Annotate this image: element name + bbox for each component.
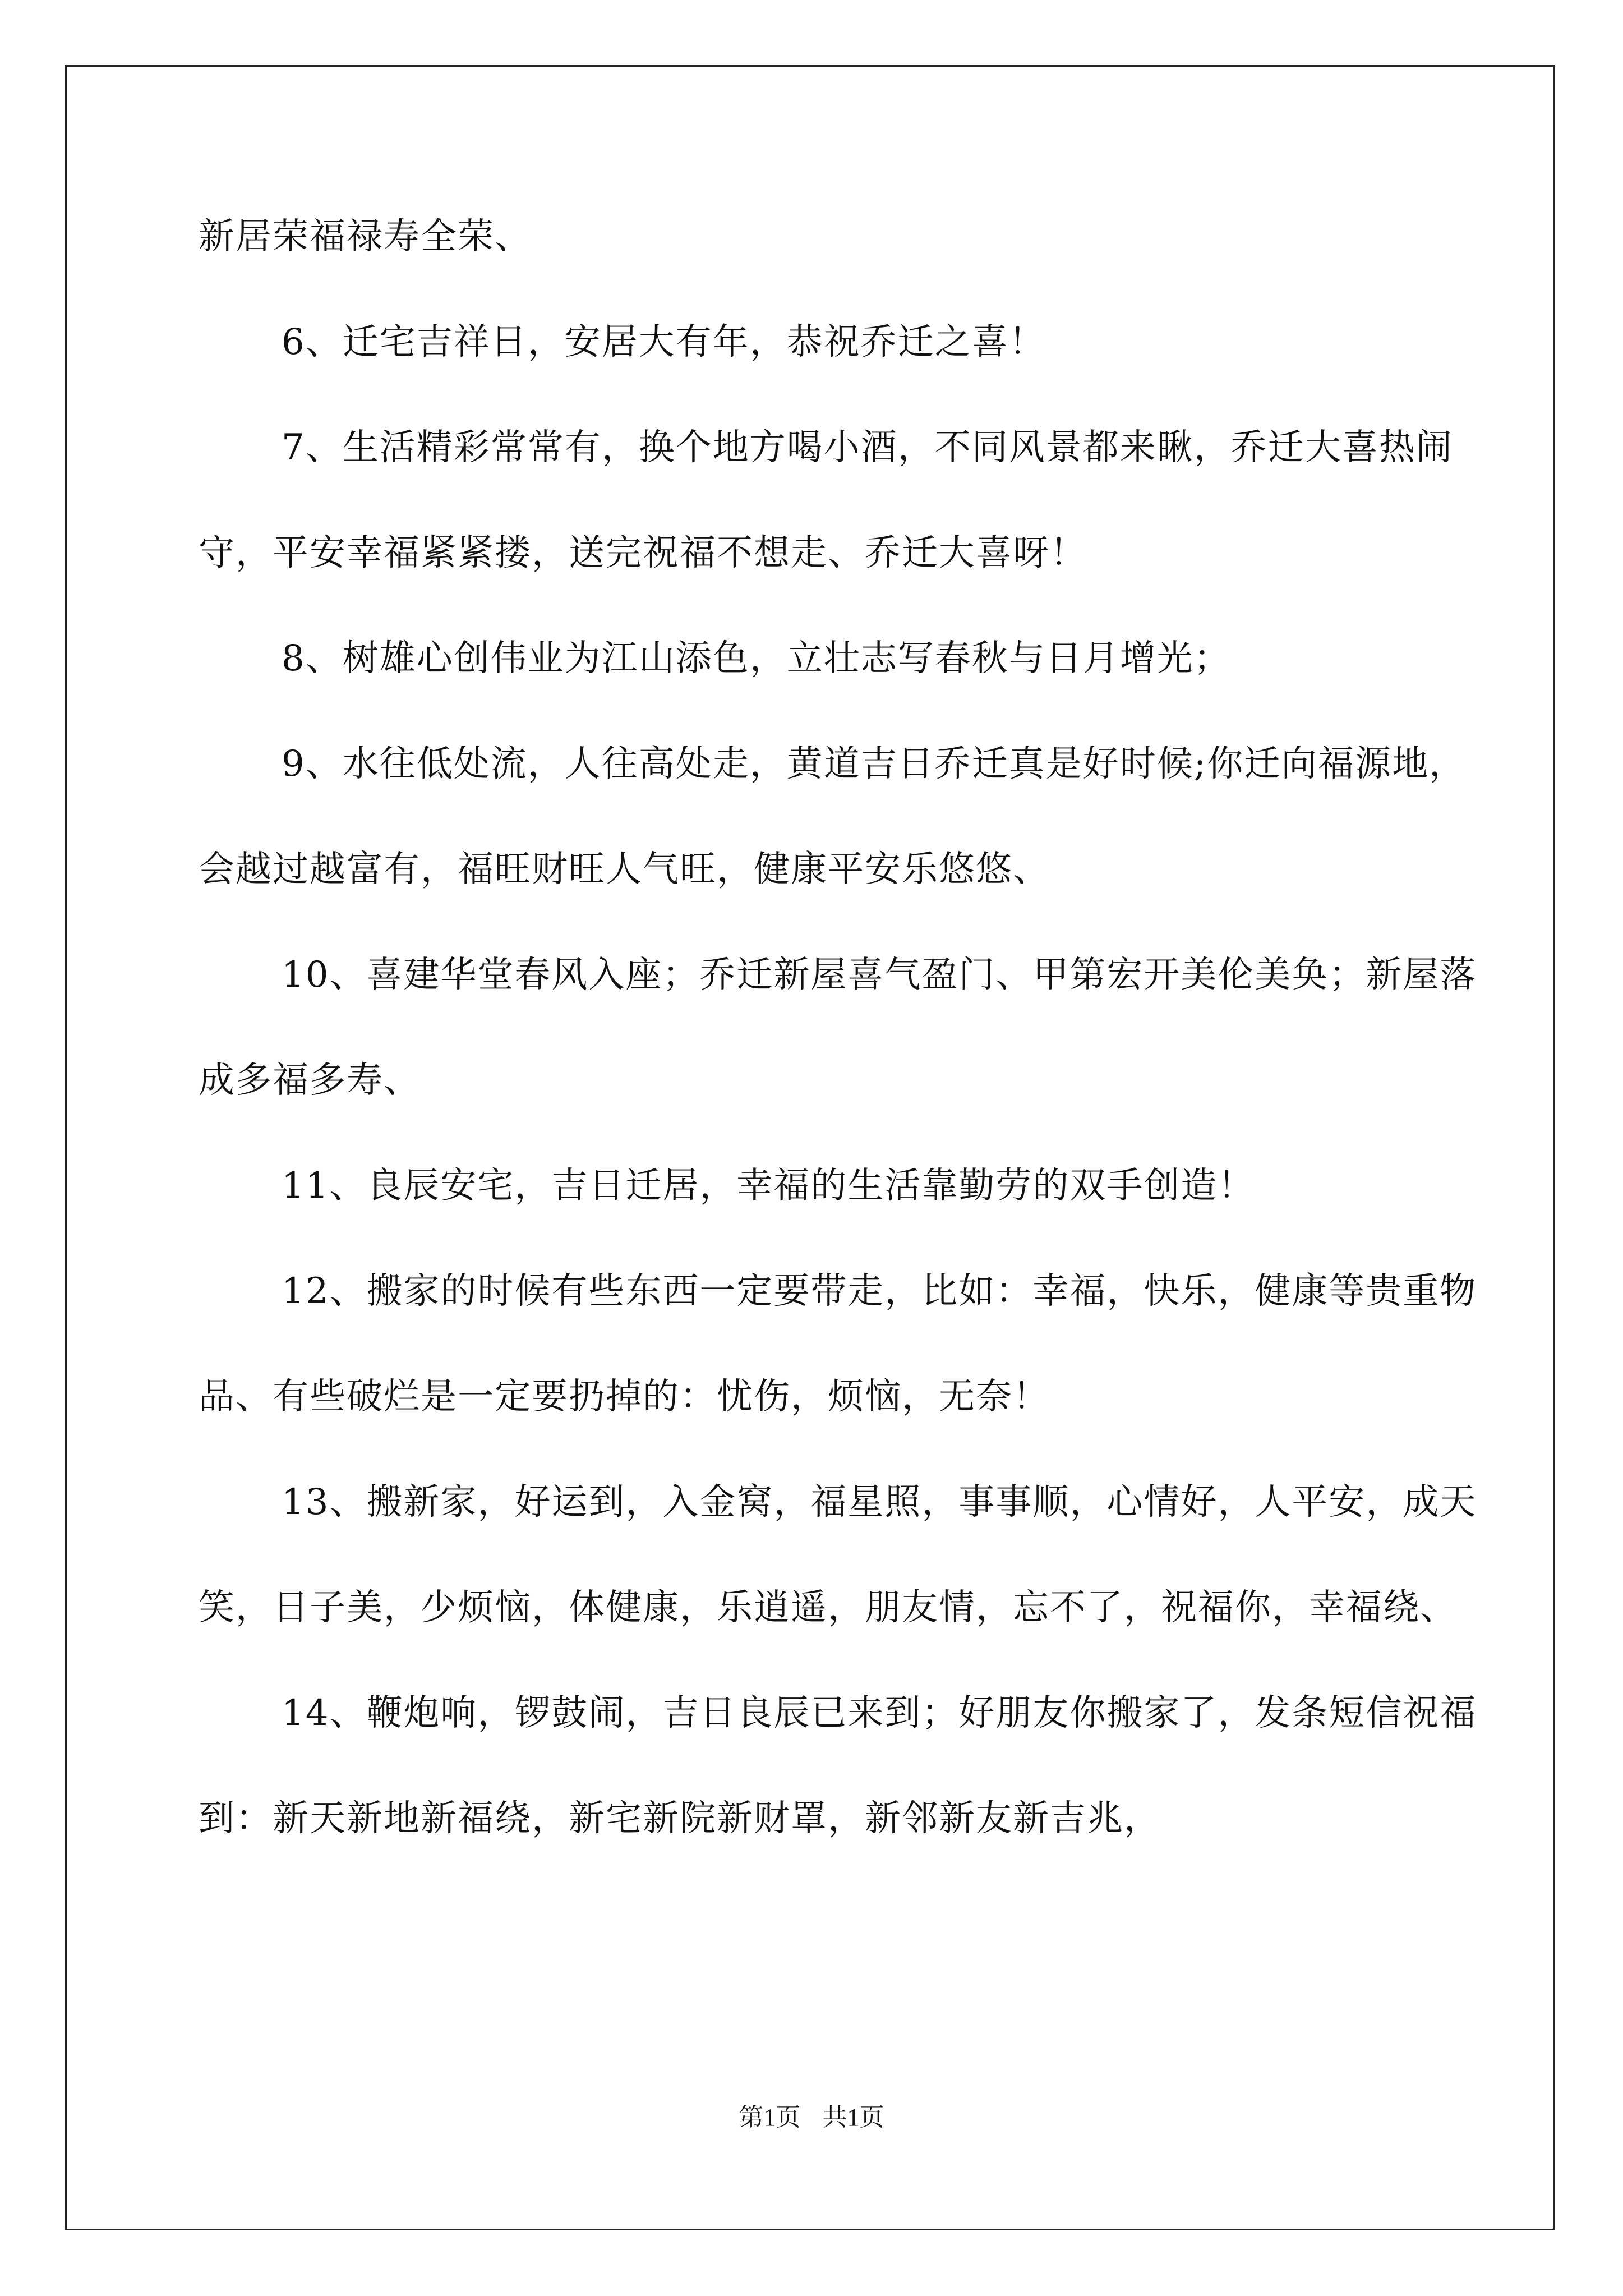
paragraph-continuation: 新居荣福禄寿全荣、 xyxy=(199,216,532,257)
paragraph-item-11: 11、良辰安宅，吉日迁居，幸福的生活靠勤劳的双手创造！ xyxy=(282,1165,1255,1207)
document-body xyxy=(199,184,1483,1871)
page-number-current: 第1页 xyxy=(739,2104,801,2131)
paragraph-item-12: 12、搬家的时候有些东西一定要带走，比如：幸福，快乐，健康等贵重物品、有些破烂是一定要扔掉的：忧伤，烦恼，无奈！ xyxy=(199,1271,1477,1418)
paragraph-item-7: 7、生活精彩常常有，换个地方喝小酒，不同风景都来瞅，乔迁大喜热闹守，平安幸福紧紧搂，送完祝福不想走、乔迁大喜呀！ xyxy=(199,427,1453,574)
paragraph-item-8: 8、树雄心创伟业为江山添色，立壮志写春秋与日月增光； xyxy=(282,638,1231,679)
paragraph-item-6: 6、迁宅吉祥日，安居大有年，恭祝乔迁之喜！ xyxy=(282,321,1046,363)
page-number-total: 共1页 xyxy=(822,2104,884,2131)
paragraph-item-9: 9、水往低处流，人往高处走，黄道吉日乔迁真是好时候;你迁向福源地，会越过越富有，福旺财旺人气旺，健康平安乐悠悠、 xyxy=(199,743,1467,890)
page-footer xyxy=(0,2097,1623,2133)
paragraph-item-10: 10、喜建华堂春风入座；乔迁新屋喜气盈门、甲第宏开美伦美奂；新屋落成多福多寿、 xyxy=(199,954,1477,1101)
paragraph-item-13: 13、搬新家，好运到，入金窝，福星照，事事顺，心情好，人平安，成天笑，日子美，少烦恼，体健康，乐逍遥，朋友情，忘不了，祝福你，幸福绕、 xyxy=(199,1481,1477,1628)
paragraph-item-14: 14、鞭炮响，锣鼓闹，吉日良辰已来到；好朋友你搬家了，发条短信祝福到：新天新地新福绕，新宅新院新财罩，新邻新友新吉兆， xyxy=(199,1692,1477,1839)
